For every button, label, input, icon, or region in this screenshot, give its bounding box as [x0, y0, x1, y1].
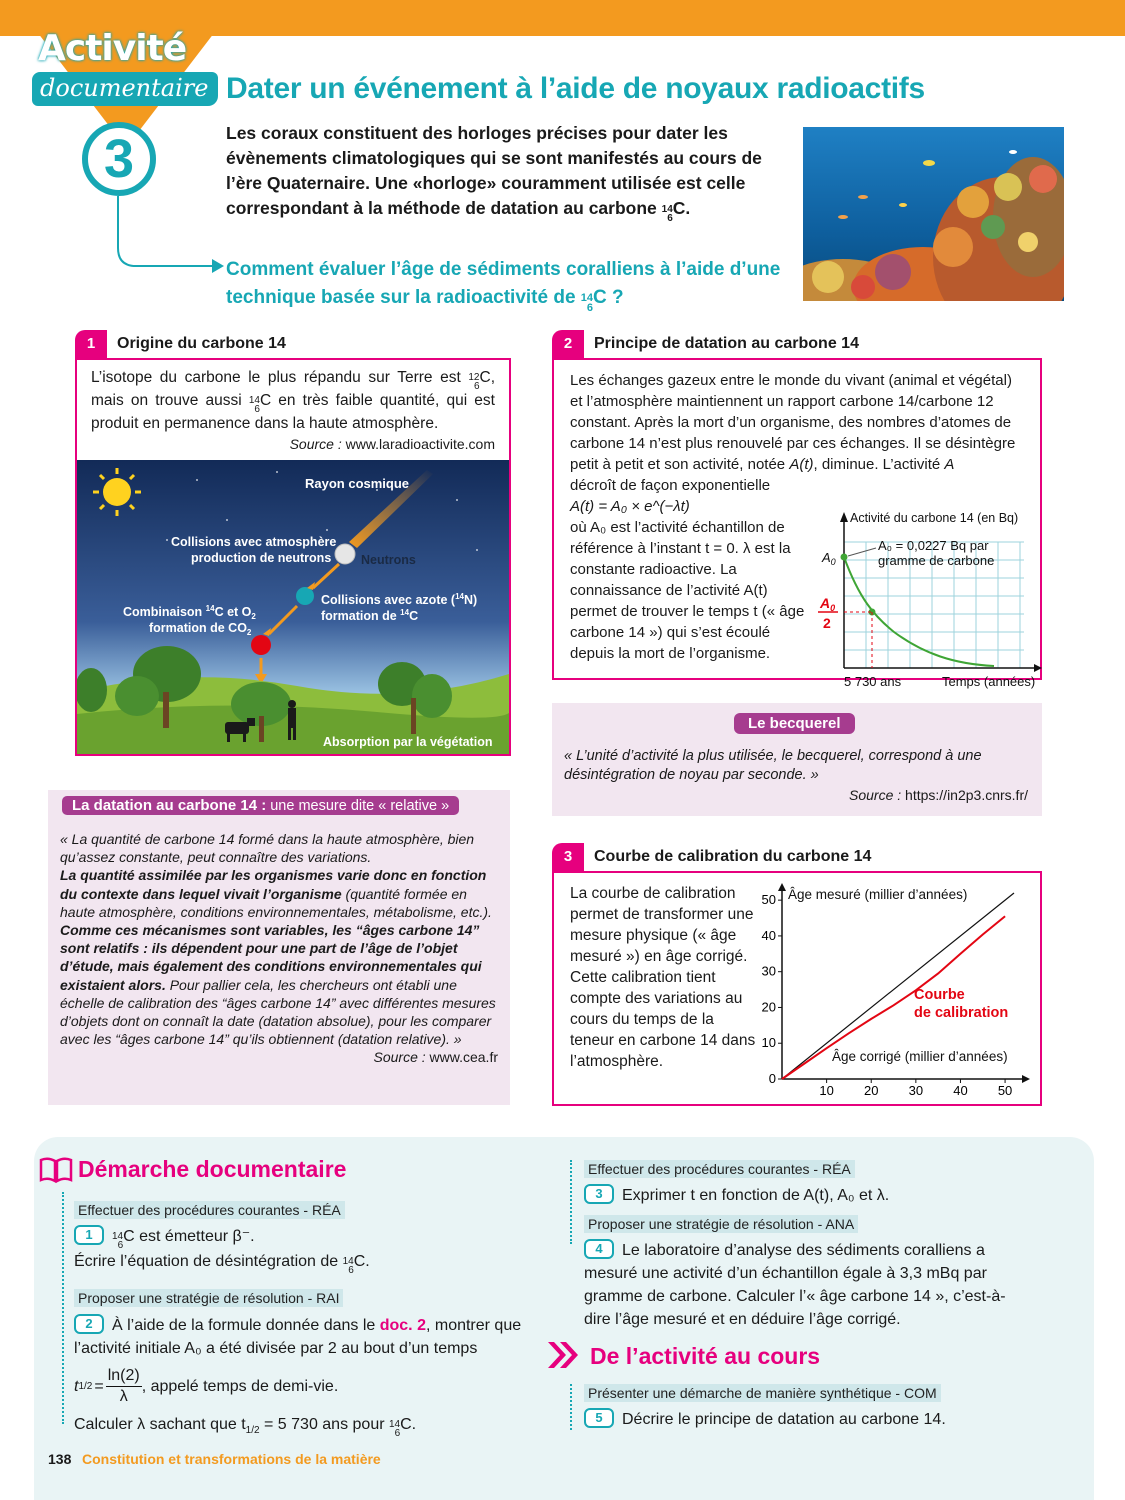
- question-2: 2 À l’aide de la formule donnée dans le doc. 2, montrer que l’activité initiale A₀ a été divisée par 2 au bout d’un temps t 1/2 = $\frac{\ln(2)}{\lambda}$ , appelé temps de demi-vie. Calculer λ sachant que $t_{1/2} = 5$ 730 ans pour 14 6 C.: [74, 1314, 534, 1442]
- doc1-title: Origine du carbone 14: [117, 335, 286, 352]
- calib-y-tick-label: 30: [761, 963, 776, 979]
- question-1: 1 14 6 C est émetteur β⁻. Écrire l’équation de désintégration de 14 6 C.: [74, 1227, 370, 1276]
- graph-a0: $A_0$: [822, 550, 836, 567]
- doc2-number: 2: [552, 330, 584, 358]
- right-dotted-guide-bottom: [570, 1384, 572, 1430]
- page-title: Dater un événement à l’aide de noyaux radioactifs: [226, 72, 925, 105]
- decay-formula: A(t) = A₀ × e^(−λt): [570, 498, 690, 515]
- right-dotted-guide-top: [570, 1160, 572, 1244]
- calib-x-tick-label: 10: [819, 1083, 834, 1098]
- graph-half-num: $A_0$: [820, 595, 836, 613]
- datation-text: « La quantité de carbone 14 formé dans la haute atmosphère, bien qu’assez constante, peut connaître des variations. La quantité assimilée par les organismes varie donc en fonction du contexte dans lequel vivait l’organisme (quantité formée en haute atmosphère, conditions environnementales, métabolisme, etc.). Comme ces mécanismes sont variables, les “âges carbone 14” sont relatifs : ils dépendent pour une part de l’âge de l’objet d’étude, mais également des conditions environnementales qui existaient alors. Pour pallier cela, les chercheurs ont établi une échelle de calibration des “âges carbone 14” avec différentes mesures d’objets dont on connaît la date (datation absolue), pour les comparer avec les “âges carbone 14” qu’ils obtiennent (datation relative). » Source : www.cea.fr: [60, 831, 498, 1066]
- calib-x-tick-label: 30: [908, 1083, 924, 1098]
- graph-a0-value: A₀ = 0,0227 Bq par: [878, 538, 989, 553]
- doc2-header: [552, 330, 1042, 358]
- label-collisions-nitrogen: Collisions avec azote ($^{14}$N): [321, 592, 478, 607]
- doc2-reference-link[interactable]: doc. 2: [379, 1317, 426, 1334]
- calib-x-tick-label: 40: [953, 1083, 968, 1098]
- label-neutrons: Neutrons: [361, 553, 416, 567]
- calib-y-tick-label: 10: [761, 1035, 776, 1051]
- doc2-title: Principe de datation au carbone 14: [594, 335, 859, 352]
- doc3-box: [552, 871, 1042, 1106]
- doc1-source: Source : www.laradioactivite.com: [289, 436, 495, 452]
- graph-y-label: Activité du carbone 14 (en Bq): [850, 511, 1019, 525]
- calibration-chart: [744, 879, 1034, 1099]
- doc1-number: 1: [75, 330, 107, 358]
- doc1-header: [75, 330, 511, 358]
- document-3: [552, 843, 1042, 1106]
- calib-y-tick-label: 50: [761, 892, 776, 908]
- calib-curve-label-2: de calibration: [914, 1005, 1009, 1021]
- question-5: 5 Décrire le principe de datation au carbone 14.: [584, 1408, 1024, 1431]
- book-icon: [38, 1156, 74, 1184]
- chapter-title: Constitution et transformations de la matière: [82, 1451, 381, 1467]
- cours-title: De l’activité au cours: [590, 1343, 821, 1369]
- graph-x-label: Temps (années): [942, 674, 1036, 689]
- doc3-number: 3: [552, 843, 584, 871]
- decay-graph: [814, 508, 1042, 698]
- cours-questions: [584, 1384, 1024, 1431]
- question-4: 4 Le laboratoire d’analyse des sédiments coralliens a mesuré une activité d’un échantillon égale à 3,3 mBq par gramme de carbone. Calculer l’« âge carbone 14 », c’est-à-dire l’âge mesuré et en déduire l’âge corrigé.: [584, 1241, 1006, 1328]
- doc1-box: [75, 358, 511, 756]
- doc2-box: [552, 358, 1042, 689]
- doc3-header: [552, 843, 1042, 871]
- badge-title-documentaire: documentaire: [32, 72, 218, 106]
- calib-y-tick-label: 40: [761, 927, 776, 943]
- datation-relative-box: [48, 790, 510, 1105]
- demarche-title: Démarche documentaire: [78, 1156, 347, 1182]
- calib-y-tick-label: 0: [768, 1071, 776, 1086]
- label-c14-formation: formation de $^{14}$C: [321, 608, 419, 623]
- document-2: [552, 330, 1042, 689]
- skill-com: Présenter une démarche de manière synthétique - COM: [584, 1384, 941, 1402]
- label-co2-formation: formation de $CO_2$: [149, 621, 252, 637]
- document-1: [75, 330, 511, 756]
- calib-x-label: Âge corrigé (millier d’années): [832, 1049, 1008, 1064]
- skill-ana: Proposer une stratégie de résolution - ANA: [584, 1215, 858, 1233]
- calib-curve-label-1: Courbe: [914, 987, 965, 1003]
- badge-title-activite: Activité: [38, 28, 187, 69]
- label-collisions-atmosphere: Collisions avec atmosphère: [171, 535, 337, 549]
- doc3-text: La courbe de calibration permet de transformer une mesure physique (« âge mesuré ») en âge corrigé. Cette calibration tient compte des variations au cours du temps de la teneur en carbone 14 dans l’atmosphère.: [570, 885, 756, 1070]
- label-cosmic-ray: Rayon cosmique: [305, 476, 410, 491]
- doc2-text: Les échanges gazeux entre le monde du vivant (animal et végétal) et l’atmosphère maintiennent un rapport carbone 14/carbone 12 constant. Après la mort d’un organisme, des nombres d’atomes de carbone 14 n’est plus renouvelé par ces échanges. Il se désintègre petit à petit et son activité, notée A(t), diminue. L’activité A décroît de façon exponentielle A(t) = A₀ × e^(−λt) où A₀ est l’activité échantillon de référence à l’instant t = 0. λ est la constante radioactive. La connaissance de l’activité A(t) permet de trouver le temps t (« âge carbone 14 ») qui s’est écoulé depuis la mort de l’organisme. Activité du carbone 14 (en Bq) $A_0$ A₀ = 0,0227 Bq par gramme de carbone $A_0$ 2 5 730 ans Temps (années): [554, 360, 1040, 678]
- left-dotted-guide: [62, 1192, 64, 1424]
- graph-a0-unit: gramme de carbone: [878, 553, 995, 568]
- skill-rea-2: Effectuer des procédures courantes - RÉA: [584, 1160, 855, 1178]
- page-number: 138: [48, 1451, 72, 1467]
- becquerel-source: Source : https://in2p3.cnrs.fr/: [849, 787, 1028, 803]
- half-life-formula: t 1/2 = $\frac{\ln(2)}{\lambda}$ , appelé temps de demi-vie.: [74, 1367, 339, 1405]
- skill-rai: Proposer une stratégie de résolution - RAI: [74, 1289, 343, 1307]
- carbon14-origin-illustration: [77, 460, 509, 754]
- calib-x-tick-label: 50: [997, 1083, 1013, 1098]
- becquerel-box: [552, 703, 1042, 816]
- calib-y-label: Âge mesuré (millier d’années): [788, 887, 968, 902]
- activity-number: 3: [82, 122, 156, 196]
- calib-x-tick-label: 20: [863, 1083, 879, 1098]
- becquerel-quote: « L’unité d’activité la plus utilisée, le becquerel, correspond à une désintégration de noyau par seconde. »: [564, 748, 982, 783]
- graph-half-den: 2: [823, 615, 831, 631]
- guiding-question: Comment évaluer l’âge de sédiments coralliens à l’aide d’une technique basée sur la radioactivité de 14 6 C ?: [226, 259, 781, 314]
- label-vegetation-absorption: Absorption par la végétation: [323, 735, 493, 749]
- question-3: 3 Exprimer t en fonction de A(t), A₀ et λ.: [584, 1184, 1024, 1207]
- right-questions: [584, 1160, 1024, 1331]
- intro-paragraph: Les coraux constituent des horloges précises pour dater les évènements climatologiques qui se sont manifestés au cours de l’ère Quaternaire. Une «horloge» couramment utilisée est celle correspondant à la méthode de datation au carbone 14 6 C.: [226, 123, 762, 224]
- question-connector-arrow: [110, 196, 230, 276]
- datation-title: La datation au carbone 14 : une mesure dite « relative »: [62, 796, 459, 815]
- doc1-text: L’isotope du carbone le plus répandu sur Terre est 12 6 C, mais on trouve aussi 14 6 C en très faible quantité, qui est produit en permanence dans la haute atmosphère. Source : www.laradioactivite.com: [91, 369, 495, 452]
- illustration-scene: [77, 460, 509, 754]
- becquerel-title: Le becquerel: [734, 713, 855, 734]
- doc3-title: Courbe de calibration du carbone 14: [594, 848, 872, 865]
- label-neutron-production: production de neutrons: [191, 551, 332, 565]
- skill-rea-1: Effectuer des procédures courantes - RÉA: [74, 1201, 345, 1219]
- left-questions: [74, 1201, 534, 1442]
- calib-y-tick-label: 20: [761, 999, 776, 1015]
- double-chevron-icon: [546, 1340, 582, 1370]
- datation-source: Source : www.cea.fr: [373, 1049, 498, 1066]
- graph-x-tick-5730: 5 730 ans: [844, 674, 902, 689]
- coral-reef-photo: [803, 127, 1064, 301]
- label-combination: Combinaison $^{14}$C et $O_2$: [123, 604, 256, 621]
